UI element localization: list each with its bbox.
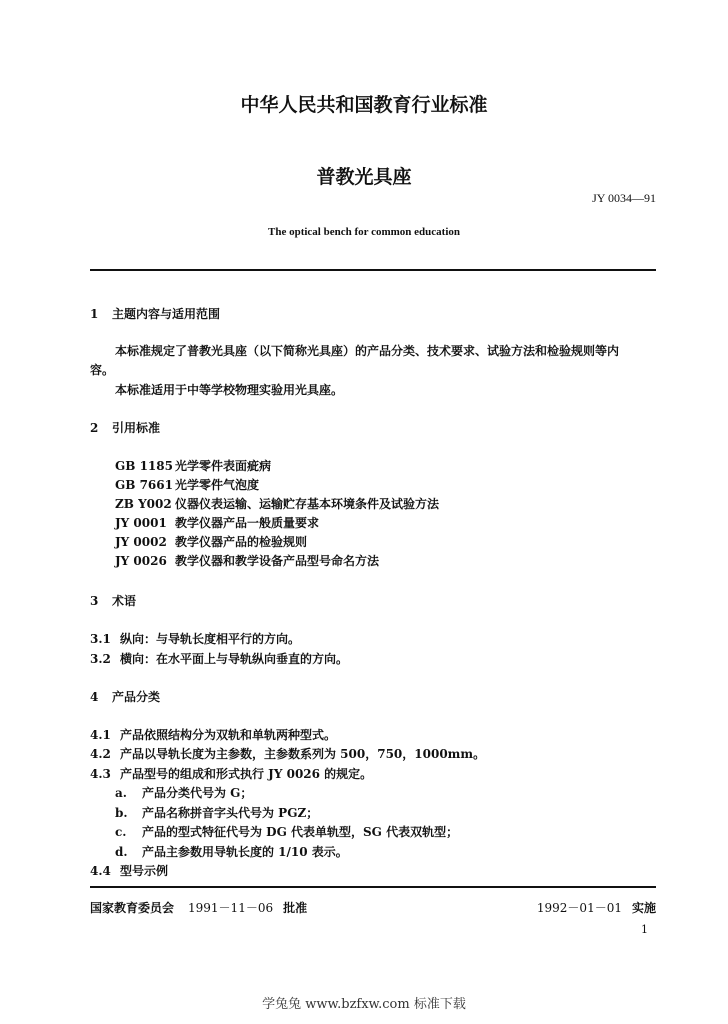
classification-number: 4.2	[90, 747, 111, 761]
subitem-text: 产品分类代号为 G；	[142, 786, 253, 800]
document-title: 普教光具座	[316, 166, 412, 188]
reference-title: 教学仪器产品一般质量要求	[175, 516, 320, 530]
reference-code: JY 0026	[115, 554, 167, 568]
classification-text: 产品以导轨长度为主参数，主参数系列为 500，750，1000mm。	[120, 747, 486, 761]
page-number: 1	[641, 923, 648, 936]
section-2-title: 引用标准	[112, 421, 161, 435]
reference-row	[115, 552, 379, 569]
reference-code: GB 1185	[115, 459, 173, 473]
model-subitem	[115, 804, 318, 821]
model-subitem	[115, 784, 252, 801]
term-item	[90, 630, 300, 647]
approve-label: 批准	[283, 901, 308, 915]
classification-item	[90, 726, 336, 743]
approver: 国家教育委员会	[90, 901, 175, 915]
classification-number: 4.1	[90, 728, 111, 742]
term-text: 横向：在水平面上与导轨纵向垂直的方向。	[120, 652, 349, 666]
reference-title: 光学零件表面疵病	[175, 459, 272, 473]
reference-code: JY 0002	[115, 535, 167, 549]
section-1-title: 主题内容与适用范围	[112, 307, 221, 321]
subitem-label: a.	[115, 786, 127, 800]
model-subitem	[115, 823, 458, 840]
standard-number: JY 0034—91	[592, 191, 656, 205]
classification-text: 产品型号的组成和形式执行 JY 0026 的规定。	[120, 767, 373, 781]
section-2-heading	[90, 419, 160, 436]
classification-text: 产品依照结构分为双轨和单轨两种型式。	[120, 728, 337, 742]
reference-row	[115, 533, 307, 550]
reference-row	[115, 514, 319, 531]
footer-rule	[90, 886, 656, 888]
section-3-number: 3	[90, 594, 99, 608]
section-4-title: 产品分类	[112, 690, 161, 704]
classification-item	[90, 745, 485, 762]
section-1-heading	[90, 305, 220, 322]
term-item	[90, 650, 348, 667]
section-2-number: 2	[90, 421, 99, 435]
reference-title: 教学仪器和教学设备产品型号命名方法	[175, 554, 380, 568]
implementation-line	[537, 899, 656, 916]
section-3-heading	[90, 592, 136, 609]
section-1-paragraph-2: 本标准适用于中等学校物理实验用光具座。	[115, 383, 344, 397]
implementation-date: 1992－01－01	[536, 901, 622, 915]
term-number: 3.2	[90, 652, 111, 666]
term-number: 3.1	[90, 632, 111, 646]
section-1-paragraph-1-line-1: 本标准规定了普教光具座（以下简称光具座）的产品分类、技术要求、试验方法和检验规则等内	[115, 344, 620, 358]
reference-title: 仪器仪表运输、运输贮存基本环境条件及试验方法	[175, 497, 440, 511]
model-example-number: 4.4	[90, 864, 111, 878]
reference-title: 教学仪器产品的检验规则	[175, 535, 308, 549]
model-example-item	[90, 862, 168, 879]
reference-code: ZB Y002	[115, 497, 172, 511]
subitem-text: 产品主参数用导轨长度的 1/10 表示。	[142, 845, 348, 859]
issuer-standard-title: 中华人民共和国教育行业标准	[240, 94, 488, 116]
subitem-label: b.	[115, 806, 128, 820]
reference-title: 光学零件气泡度	[175, 478, 260, 492]
classification-item	[90, 765, 372, 782]
watermark-text: 学兔兔 www.bzfxw.com 标准下载	[262, 997, 466, 1012]
subitem-text: 产品名称拼音字头代号为 PGZ；	[142, 806, 319, 820]
subitem-label: d.	[115, 845, 128, 859]
section-4-number: 4	[90, 690, 99, 704]
section-1-paragraph-1-line-2: 容。	[90, 363, 115, 377]
section-3-title: 术语	[112, 594, 137, 608]
header-rule	[90, 269, 656, 271]
term-text: 纵向：与导轨长度相平行的方向。	[120, 632, 301, 646]
approve-date: 1991－11－06	[188, 901, 274, 915]
subitem-label: c.	[115, 825, 127, 839]
classification-number: 4.3	[90, 767, 111, 781]
approval-line	[90, 899, 307, 916]
reference-row	[115, 476, 259, 493]
reference-row	[115, 457, 271, 474]
section-1-number: 1	[90, 307, 99, 321]
model-example-title: 型号示例	[120, 864, 169, 878]
reference-code: GB 7661	[115, 478, 173, 492]
implementation-label: 实施	[631, 901, 656, 915]
reference-code: JY 0001	[115, 516, 167, 530]
english-title: The optical bench for common education	[268, 226, 460, 238]
reference-row	[115, 495, 439, 512]
subitem-text: 产品的型式特征代号为 DG 代表单轨型，SG 代表双轨型；	[142, 825, 459, 839]
model-subitem	[115, 843, 348, 860]
section-4-heading	[90, 688, 160, 705]
